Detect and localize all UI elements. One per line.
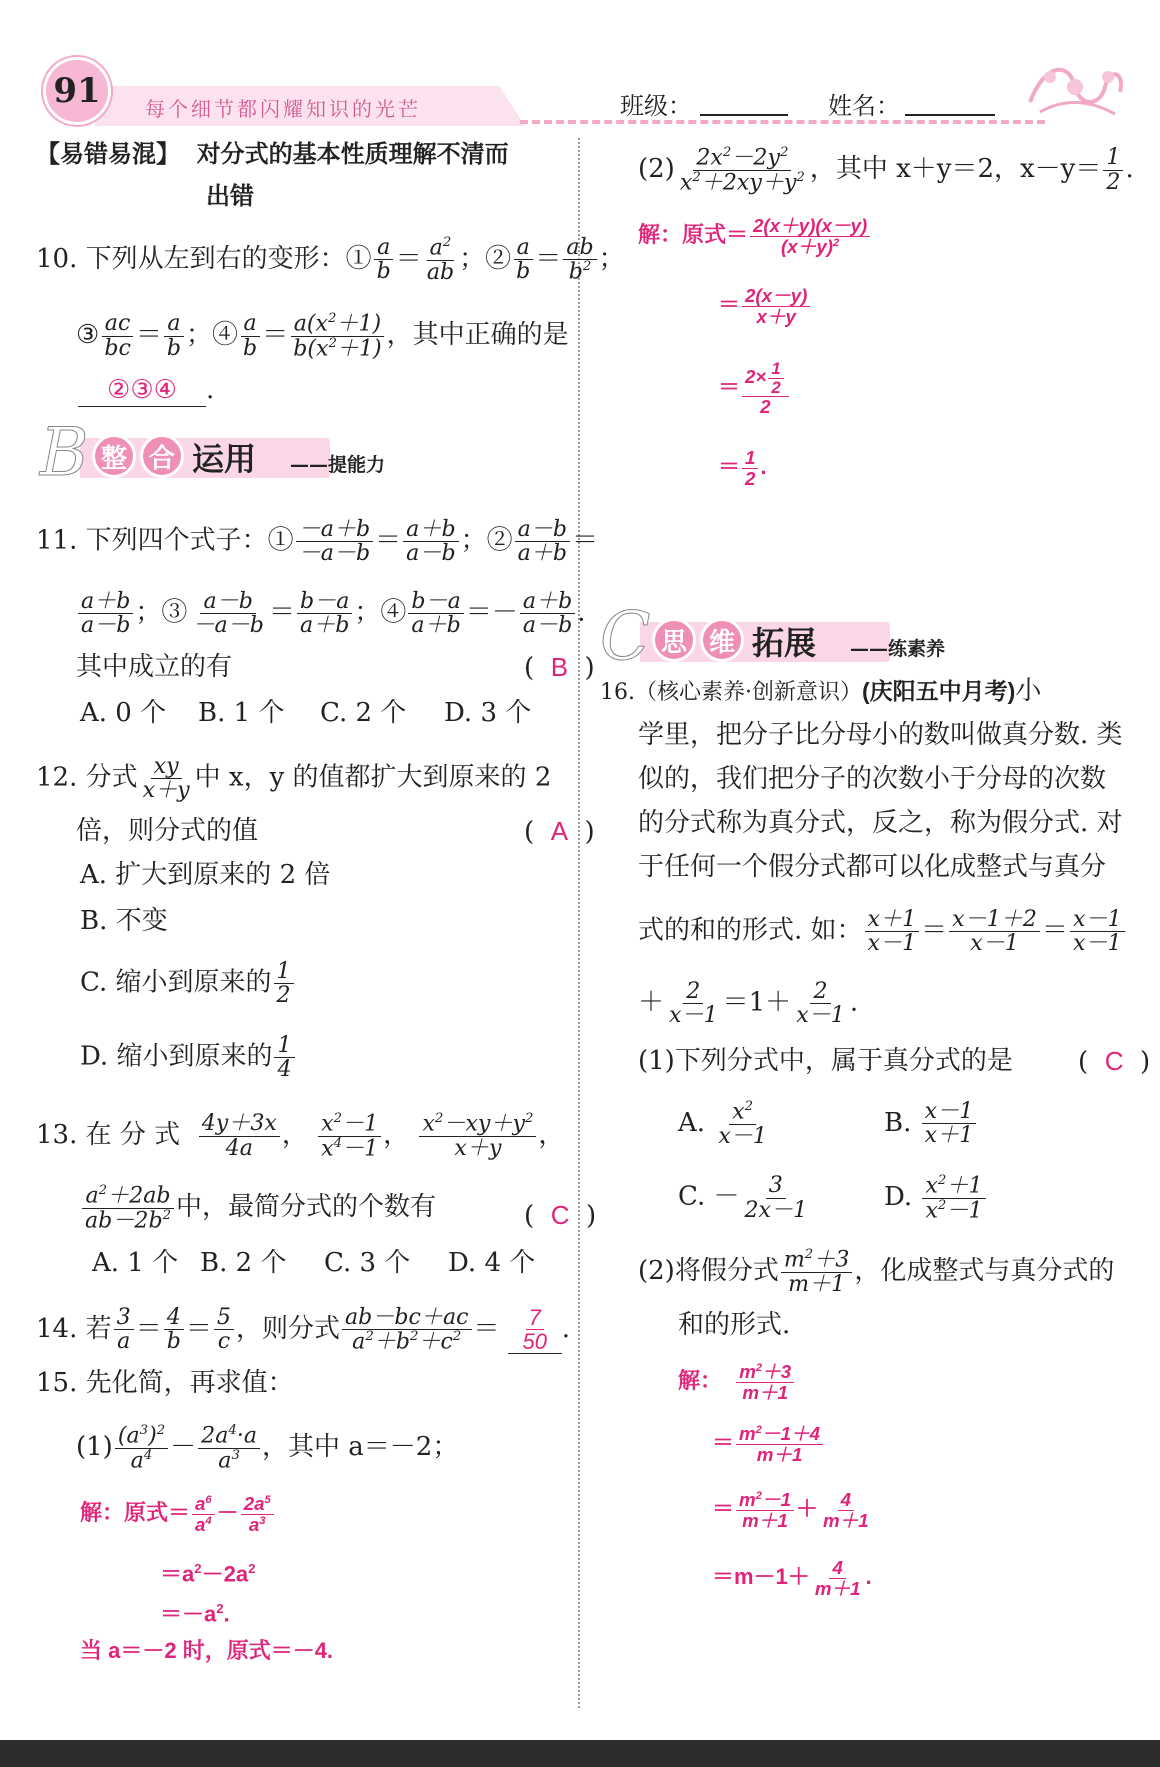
q13-stem: 13. 在 分 式: [36, 1120, 181, 1151]
frac: $\frac{a}{b}$: [374, 236, 394, 283]
banner-char-2: 维: [700, 618, 744, 662]
q12-option-c: C. 缩小到原来的: [80, 967, 272, 998]
q15-p2-sol-label: 解：原式＝: [638, 221, 749, 247]
pitfall-heading: [36, 138, 509, 172]
frac: $\frac{4}{m+1}$: [823, 1489, 869, 1531]
frac: $\frac{-a+b}{-a-b}$: [296, 518, 374, 565]
q15-p1-solution-3: $=-a^2$.: [160, 1601, 230, 1627]
frac: $\frac{a}{b}$: [513, 236, 533, 283]
q11-option-a: A. 0 个: [80, 698, 167, 728]
q11-option-b: B. 1 个: [198, 698, 285, 728]
q14-answer: [520, 1306, 550, 1353]
q16-solution-4: ＝m－1＋ $\frac{4}{m+1}$ .: [712, 1557, 872, 1599]
q13-option-d: D. 4 个: [448, 1248, 536, 1278]
q12-stem-a: 12. 分式: [36, 762, 138, 793]
section-c-title: 拓展: [752, 625, 817, 661]
q12-option-d: D. 缩小到原来的: [80, 1041, 273, 1072]
banner-char-2: 合: [140, 434, 184, 478]
q12-option-b: B. 不变: [80, 906, 168, 936]
q11-stem: 11. 下列四个式子：: [36, 525, 268, 556]
section-c-subtitle: ——练素养: [850, 638, 946, 660]
frac: $\frac{x^2}{x-1}$: [718, 1098, 767, 1149]
q12-stem-c: 倍，则分式的值: [76, 816, 259, 846]
q14-line: 14. 若 $\frac{3}{a}$ ＝ $\frac{4}{b}$ ＝ $\frac{5}{c}$ ，则分式 $\frac{ab-bc+ac}{a^2+b^2+c^2}$ ＝ $\frac{7}{50}$ .: [36, 1304, 571, 1355]
q13-option-b: B. 2 个: [200, 1248, 287, 1278]
pitfall-title-line2: 出错: [206, 183, 254, 210]
banner-char-1: 整: [92, 434, 136, 478]
frac: $\frac{x-1}{x-1}$: [1070, 908, 1125, 955]
q16-options-row1: [678, 1100, 978, 1148]
frac: $\frac{a+b}{a-b}$: [78, 590, 133, 637]
right-column: [600, 0, 1151, 1720]
frac: $\frac{2(x-y)}{x+y}$: [742, 286, 810, 326]
frac: 2× $\frac{1}{2}$ 2: [742, 360, 789, 417]
frac: $\frac{3}{a}$: [114, 1306, 134, 1353]
q14-answer-blank: [508, 1306, 562, 1354]
frac: $\frac{a^6}{a^4}$: [192, 1494, 215, 1534]
q15-p1-conclusion: 当 a＝－2 时，原式＝－4.: [80, 1638, 334, 1663]
frac: $\frac{x-1}{x+1}$: [922, 1100, 977, 1147]
frac: $\frac{x^2-1}{x^4-1}$: [318, 1112, 381, 1160]
frac: $\frac{a^2+2ab}{ab-2b^2}$: [82, 1184, 174, 1232]
q12-answer: A: [550, 816, 569, 846]
q16-p2-stem-b: ，化成整式与真分式的: [854, 1255, 1115, 1286]
q16-p1-stem: (1)下列分式中，属于真分式的是: [638, 1046, 1013, 1076]
q15-p1-tail: ，其中 a＝－2；: [262, 1432, 459, 1463]
frac: $\frac{a+b}{a-b}$: [520, 590, 575, 637]
frac: $\frac{a^2}{ab}$: [426, 234, 455, 285]
frac: $\frac{1}{2}$: [742, 448, 758, 488]
frac: $\frac{3}{2x-1}$: [744, 1172, 808, 1223]
q15-part1: (1) $\frac{(a^3)^2}{a^4}$ － $\frac{2a^4\cdot a}{a^3}$ ，其中 a＝－2；: [76, 1422, 459, 1473]
q16-line0: [600, 674, 1041, 710]
q13-option-a: A. 1 个: [92, 1248, 179, 1278]
q10-answer: ②③④: [78, 372, 206, 407]
frac: $\frac{a+b}{a-b}$: [403, 518, 458, 565]
footer-bar: [0, 1740, 1160, 1767]
q15-p2-label: (2): [638, 154, 675, 185]
q11-paren: ( B ): [524, 652, 595, 683]
column-divider: [578, 138, 580, 1708]
q11-option-c: C. 2 个: [320, 698, 407, 728]
q16-p2-line2: 和的形式.: [678, 1310, 791, 1340]
q11-line1: 11. 下列四个式子：① $\frac{-a+b}{-a-b}$ ＝ $\frac{a+b}{a-b}$ ；② $\frac{a-b}{a+b}$ ＝: [36, 516, 599, 567]
q14-answer-num: 7: [526, 1306, 544, 1330]
banner-char-1: 思: [652, 618, 696, 662]
q15-p2-solution-3: ＝ 2× $\frac{1}{2}$ 2: [718, 360, 791, 417]
frac: $\frac{1}{2}$: [1103, 146, 1123, 193]
q16-line2: 似的，我们把分子的次数小于分母的次数: [638, 764, 1107, 794]
frac: $\frac{4y+3x}{4a}$: [199, 1112, 280, 1159]
q16-line1: 学里，把分子比分母小的数叫做真分数. 类: [638, 720, 1123, 750]
q16-example-line2: ＋ $\frac{2}{x-1}$ ＝1＋ $\frac{2}{x-1}$ .: [638, 978, 859, 1029]
q11-conclusion: 其中成立的有: [76, 652, 233, 682]
q16-option-d: D. $\frac{x^2+1}{x^2-1}$: [884, 1182, 988, 1212]
q16-solution-3: ＝ $\frac{m^2-1}{m+1}$ ＋ $\frac{4}{m+1}$: [712, 1490, 874, 1530]
name-label: 姓名：: [828, 92, 900, 120]
q15-p1-label: (1): [76, 1432, 113, 1463]
frac: $\frac{m^2-1+4}{m+1}$: [736, 1424, 823, 1464]
q16-options-row2: [678, 1174, 988, 1222]
frac: $\frac{ab-bc+ac}{a^2+b^2+c^2}$: [342, 1306, 472, 1354]
q16-option-a: A. $\frac{x^2}{x-1}$: [678, 1100, 884, 1148]
q16-solution-2: ＝ $\frac{m^2-1+4}{m+1}$: [712, 1424, 825, 1464]
frac: $\frac{1}{2}$: [274, 960, 294, 1007]
q16-p1-answer: C: [1104, 1046, 1124, 1076]
q16-source: (庆阳五中月考): [861, 678, 1016, 704]
pitfall-tag: 【易错易混】: [36, 141, 180, 168]
q15-p1-sol-label: 解：原式＝: [80, 1499, 191, 1525]
frac: $\frac{4}{m+1}$: [814, 1557, 861, 1599]
q16-line3: 的分式称为真分式，反之，称为假分式. 对: [638, 808, 1123, 838]
frac: $\frac{x^2-xy+y^2}{x+y}$: [419, 1112, 536, 1160]
q16-option-c: C. － $\frac{3}{2x-1}$: [678, 1174, 884, 1221]
frac: $\frac{x-1+2}{x-1}$: [949, 908, 1040, 955]
frac: $\frac{1}{4}$: [274, 1034, 294, 1081]
section-b-letter: B: [40, 414, 89, 491]
q13-line2: [80, 1184, 596, 1232]
frac: $\frac{m^2+3}{m+1}$: [781, 1248, 853, 1296]
section-b-banner: [40, 414, 420, 491]
q12-option-c-line: [80, 960, 296, 1007]
header-slogan: 每个细节都闪耀知识的光芒: [145, 99, 421, 121]
frac: $\frac{xy}{x+y}$: [142, 753, 190, 804]
q16-line4: 于任何一个假分式都可以化成整式与真分: [638, 852, 1107, 882]
page-number: 91: [43, 57, 111, 125]
frac: $\frac{a-b}{a+b}$: [515, 518, 570, 565]
q11-conclusion-line: [76, 650, 596, 684]
q12-option-d-line: [80, 1034, 297, 1081]
frac: $\frac{5}{c}$: [214, 1306, 234, 1353]
frac: $\frac{2}{x-1}$: [669, 978, 718, 1029]
section-b-subtitle: ——提能力: [290, 454, 386, 476]
frac: $\frac{b-a}{a+b}$: [297, 590, 352, 637]
frac: $\frac{b-a}{a+b}$: [408, 590, 463, 637]
q13-line1: 13. 在 分 式 $\frac{4y+3x}{4a}$ ， $\frac{x^2-1}{x^4-1}$ ， $\frac{x^2-xy+y^2}{x+y}$ ，: [36, 1110, 565, 1161]
frac: $\frac{a}{b}$: [164, 312, 184, 359]
q12-line2: [76, 814, 596, 848]
frac: $\frac{m^2-1}{m+1}$: [736, 1490, 794, 1530]
q16-solution-1: [678, 1362, 796, 1402]
frac: $\frac{a}{b}$: [240, 312, 260, 359]
q11-option-d: D. 3 个: [444, 698, 532, 728]
q16-tag: 16.（核心素养·创新意识）: [600, 680, 862, 705]
q13-answer: C: [550, 1200, 570, 1230]
frac: $\frac{2x^2-2y^2}{x^2+2xy+y^2}$: [679, 144, 805, 195]
q15-p1-solution-1: 解：原式＝ $\frac{a^6}{a^4}$ － $\frac{2a^5}{a^3}$: [80, 1494, 276, 1534]
q16-example-line1: 式的和的形式. 如： $\frac{x+1}{x-1}$ ＝ $\frac{x-1+2}{x-1}$ ＝ $\frac{x-1}{x-1}$: [638, 908, 1127, 955]
q16-p2-line1: [638, 1248, 1114, 1296]
q13-options: [92, 1246, 535, 1280]
q15-p2-solution-2: ＝ $\frac{2(x-y)}{x+y}$: [718, 286, 812, 326]
frac: $\frac{4}{b}$: [164, 1306, 184, 1353]
q10-line2: ③ $\frac{ac}{bc}$ ＝ $\frac{a}{b}$ ；④ $\frac{a}{b}$ ＝ $\frac{a(x^2+1)}{b(x^2+1)}$ ，其中正确的是: [76, 310, 569, 361]
q10-stem: 10. 下列从左到右的变形：: [36, 243, 346, 274]
q12-paren: ( A ): [524, 816, 595, 847]
frac: $\frac{x+1}{x-1}$: [865, 908, 920, 955]
q15-p1-solution-2: $=a^2-2a^2$: [160, 1561, 256, 1587]
left-column: [36, 0, 625, 1720]
q13-option-c: C. 3 个: [324, 1248, 411, 1278]
q16-sol-label: 解：: [678, 1367, 723, 1393]
q13-tail: 中，最简分式的个数有: [176, 1192, 437, 1223]
q14-stem: 14. 若: [36, 1313, 112, 1344]
q10-line1: 10. 下列从左到右的变形：① $\frac{a}{b}$ ＝ $\frac{a^2}{ab}$ ；② $\frac{a}{b}$ ＝ $\frac{ab}{b^2}$ ；: [36, 234, 625, 285]
q11-options: [80, 696, 531, 730]
q14-mid: ，则分式: [235, 1313, 340, 1344]
frac: $\frac{1}{2}$: [768, 360, 783, 396]
frac: $\frac{x^2+1}{x^2-1}$: [922, 1174, 985, 1222]
q13-paren: ( C ): [524, 1200, 597, 1231]
q15-p2-solution-1: [638, 216, 872, 256]
frac: $\frac{ab}{b^2}$: [563, 236, 596, 284]
q12-stem-b: 中 x，y 的值都扩大到原来的 2: [194, 762, 552, 793]
frac: $\frac{2(x+y)(x-y)}{(x+y)^2}$: [750, 216, 870, 256]
section-c-banner: [600, 598, 980, 675]
q12-option-a: A. 扩大到原来的 2 倍: [80, 860, 331, 890]
q16-p1-line: [638, 1044, 1151, 1078]
q16-example-lead: 式的和的形式. 如：: [638, 915, 863, 946]
q16-first-tail: 小: [1015, 676, 1042, 706]
frac: $\frac{2a^5}{a^3}$: [241, 1494, 274, 1534]
frac: $\frac{a(x^2+1)}{b(x^2+1)}$: [290, 312, 384, 360]
q16-p1-paren: ( C ): [1078, 1046, 1151, 1077]
q15-p2-solution-4: ＝ $\frac{1}{2}$ .: [718, 447, 767, 489]
q11-answer: B: [550, 652, 569, 682]
q10-answer-line: ②③④ .: [78, 372, 214, 407]
q11-line2: $\frac{a+b}{a-b}$ ；③ $\frac{a-b}{-a-b}$ ＝ $\frac{b-a}{a+b}$ ；④ $\frac{b-a}{a+b}$ ＝－ $\frac{a+b}{a-b}$ .: [76, 590, 586, 637]
frac: $\frac{m^2+3}{m+1}$: [736, 1362, 794, 1402]
section-c-letter: C: [600, 598, 651, 675]
q10-tail: ，其中正确的是: [386, 320, 569, 351]
q15-p2-tail: ，其中 x＋y＝2，x－y＝: [809, 154, 1102, 185]
q15-part2: (2) $\frac{2x^2-2y^2}{x^2+2xy+y^2}$ ，其中 x＋y＝2，x－y＝ $\frac{1}{2}$ .: [638, 144, 1134, 195]
section-b-title: 运用: [192, 441, 257, 477]
q16-option-b: B. $\frac{x-1}{x+1}$: [884, 1108, 978, 1138]
q14-answer-den: 50: [522, 1329, 548, 1355]
class-label: 班级：: [620, 92, 692, 120]
q15-stem: 15. 先化简，再求值：: [36, 1368, 294, 1398]
frac: $\frac{a-b}{-a-b}$: [192, 588, 264, 639]
frac: $\frac{2a^4\cdot a}{a^3}$: [198, 1424, 260, 1472]
frac: $\frac{(a^3)^2}{a^4}$: [115, 1424, 168, 1472]
q12-line1: [36, 755, 551, 802]
frac: $\frac{ac}{bc}$: [101, 312, 134, 359]
q16-p2-stem-a: (2)将假分式: [638, 1255, 779, 1286]
frac: $\frac{2}{x-1}$: [796, 978, 845, 1029]
pitfall-title-line1: 对分式的基本性质理解不清而: [196, 141, 509, 168]
